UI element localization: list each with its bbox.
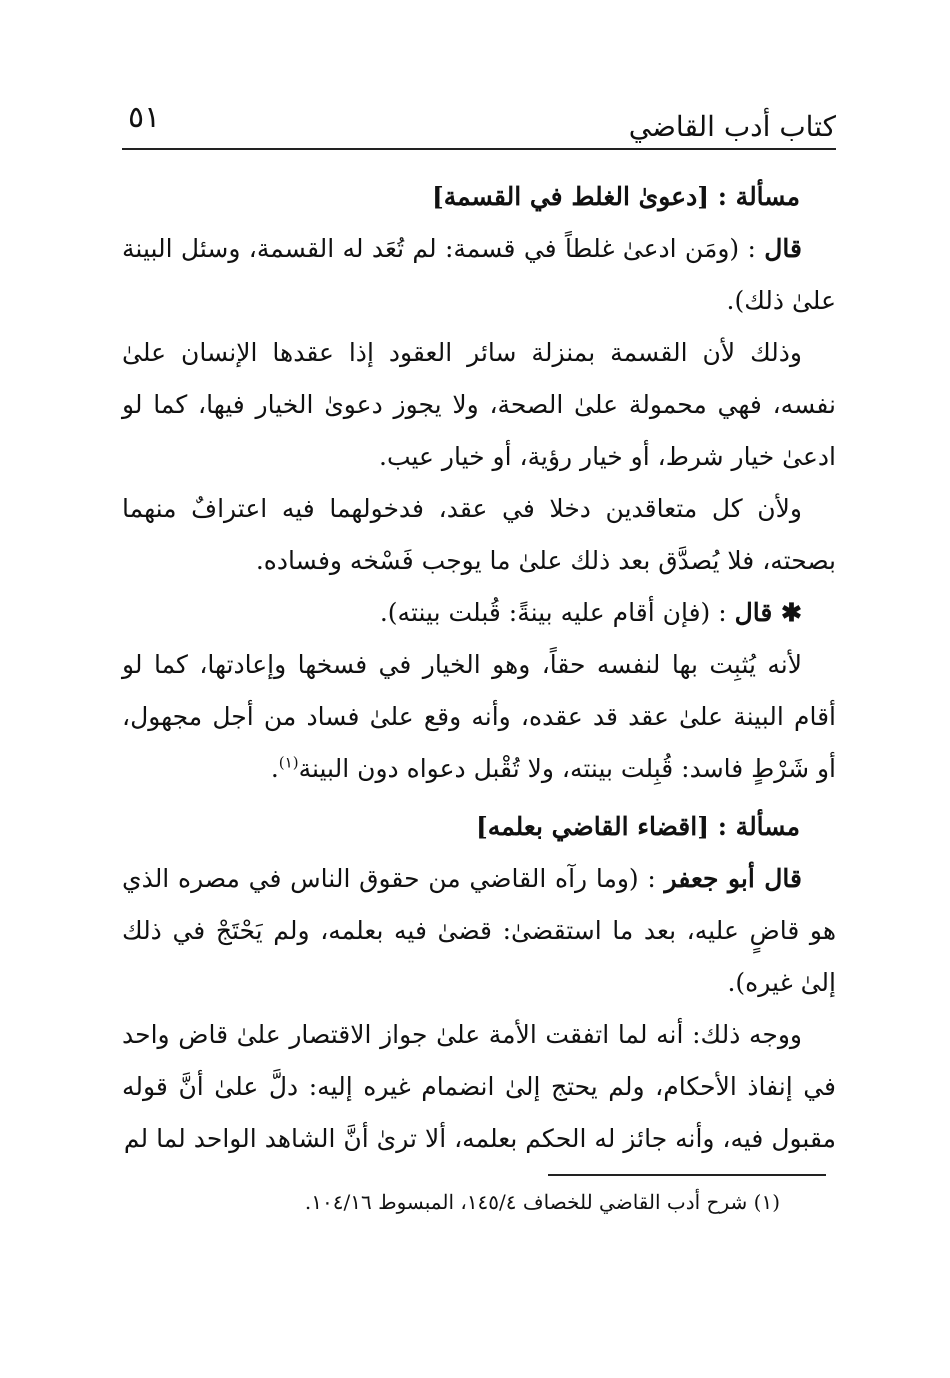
- footnote: (١) شرح أدب القاضي للخصاف ١٤٥/٤، المبسوط ١٠٤/١٦.: [304, 1190, 780, 1214]
- said-label: قال: [764, 234, 802, 263]
- paragraph-5: [122, 639, 836, 795]
- paragraph-4-text: : (فإن أقام عليه بينةً: قُبلت بينته).: [379, 598, 735, 627]
- said-label: قال: [734, 598, 773, 627]
- paragraph-3: ولأن كل متعاقدين دخلا في عقد، فدخولهما فيه اعترافٌ منهما بصحته، فلا يُصدَّق بعد ذلك علىٰ ما يوجب فَسْخه وفساده.: [122, 494, 836, 575]
- paragraph-5-end: .: [270, 754, 279, 783]
- issue-heading-2: مسألة : [اقضاء القاضي بعلمه]: [475, 812, 800, 841]
- paragraph-5-text: لأنه يُثبِت بها لنفسه حقاً، وهو الخيار في فسخها وإعادتها، كما لو أقام البينة علىٰ عقد قد عقده، وأنه وقع علىٰ فساد من أجل مجهول، أو شَرْطٍ فاسد: قُبِلت بينته، ولا تُقْبل دعواه دون البينة: [122, 650, 836, 783]
- asterisk-icon: ✱: [772, 598, 802, 627]
- paragraph-7: ووجه ذلك: أنه لما اتفقت الأمة علىٰ جواز الاقتصار علىٰ قاض واحد في إنفاذ الأحكام، ولم يحتج إلىٰ انضمام غيره إليه: دلَّ علىٰ أنَّ قوله مقبول فيه، وأنه جائز له الحكم بعلمه، ألا ترىٰ أنَّ الشاهد الواحد لما لم: [122, 1020, 836, 1153]
- issue-heading-1: مسألة : [دعوىٰ الغلط في القسمة]: [431, 182, 800, 211]
- book-title: كتاب أدب القاضي: [628, 110, 836, 143]
- page-number: ٥١: [128, 100, 161, 135]
- running-header: [122, 92, 836, 150]
- main-text: [122, 165, 836, 1165]
- paragraph-2: وذلك لأن القسمة بمنزلة سائر العقود إذا عقدها الإنسان علىٰ نفسه، فهي محمولة علىٰ الصحة، ولا يجوز دعوىٰ الخيار فيها، كما لو ادعىٰ خيار شرط، أو خيار رؤية، أو خيار عيب.: [122, 338, 836, 471]
- speaker-label: قال أبو جعفر: [664, 864, 802, 893]
- paragraph-6-text: : (وما رآه القاضي من حقوق الناس في مصره الذي هو قاضٍ عليه، بعد ما استقضىٰ: قضىٰ فيه بعلمه، ولم يَحْتَجْ في ذلك إلىٰ غيره).: [122, 864, 836, 997]
- paragraph-6: [122, 853, 836, 1009]
- footnote-reference[interactable]: (١): [278, 753, 299, 772]
- paragraph-1: [122, 223, 836, 327]
- footnote-separator: [548, 1174, 826, 1176]
- paragraph-1-text: : (ومَن ادعىٰ غلطاً في قسمة: لم تُعَد له القسمة، وسئل البينة علىٰ ذلك).: [122, 234, 836, 315]
- paragraph-4: [122, 587, 836, 639]
